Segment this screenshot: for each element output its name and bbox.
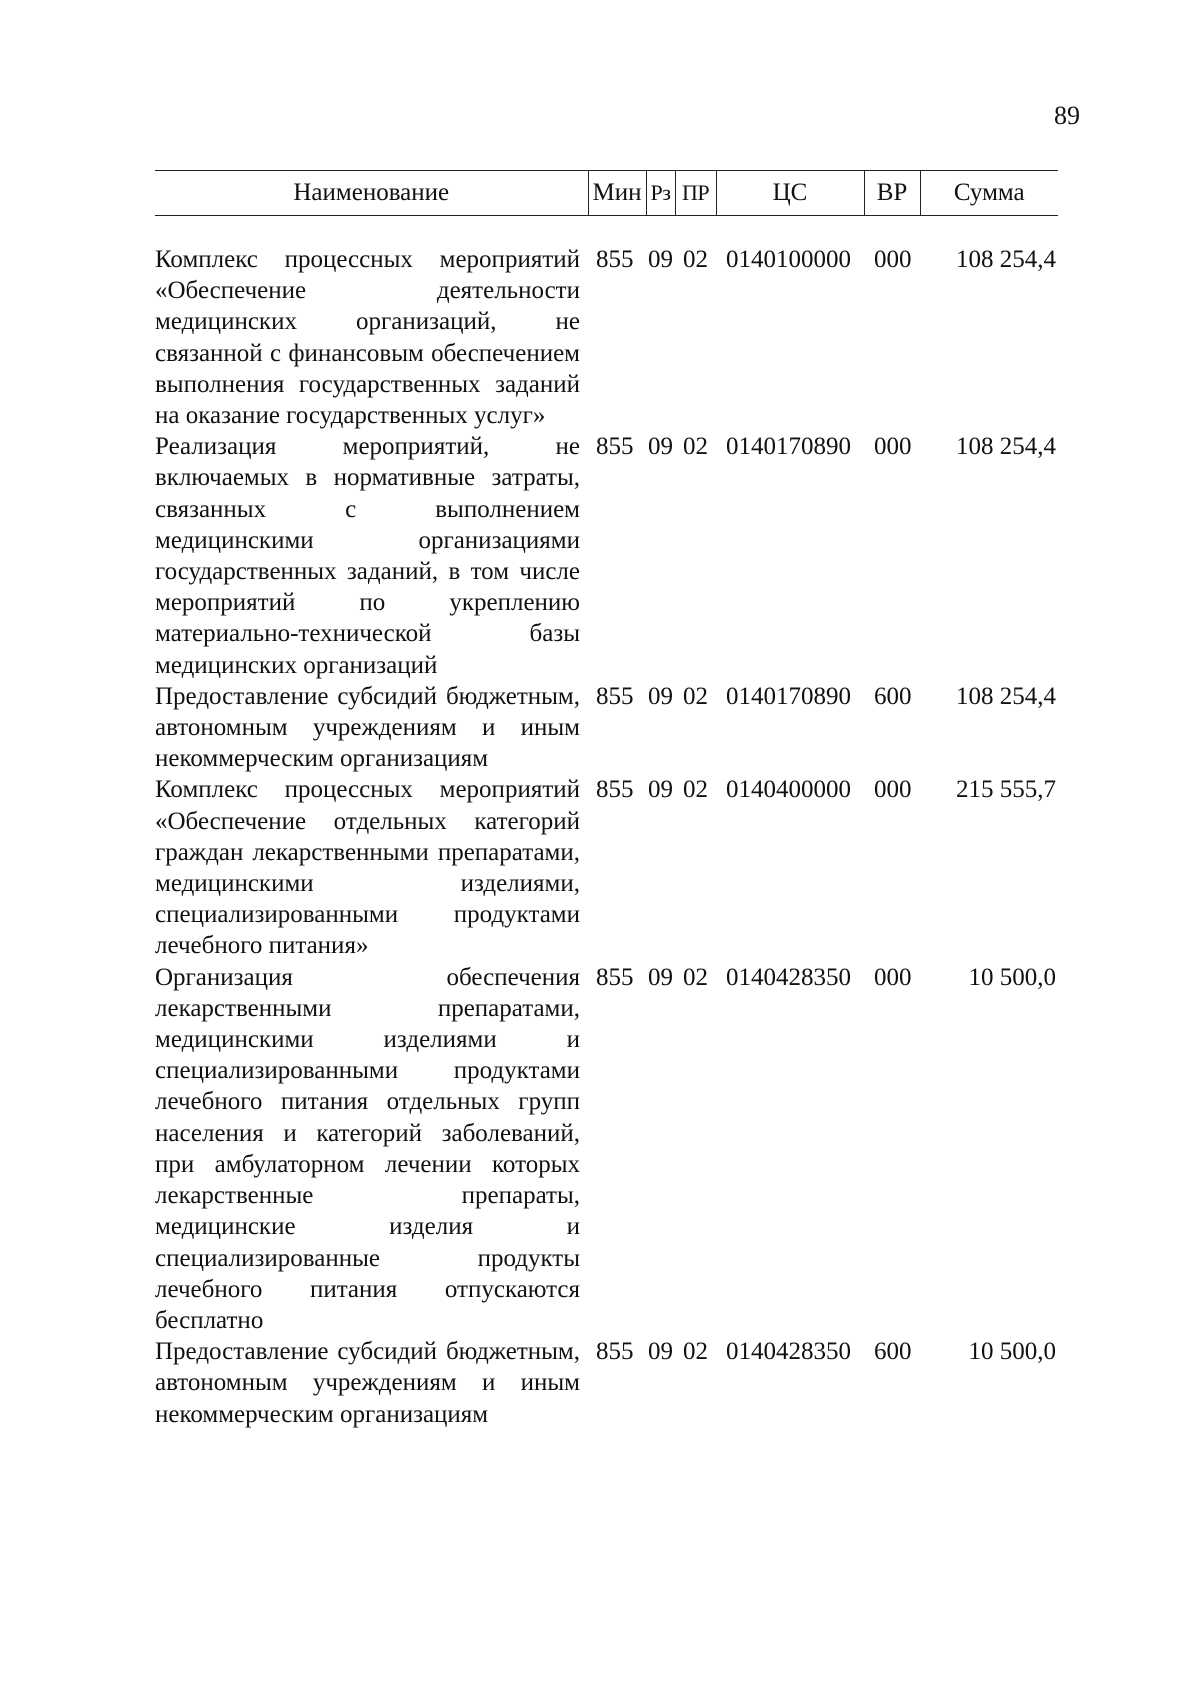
row-pr: 02 [683,682,708,710]
table-row [155,774,1058,961]
header-name: Наименование [155,171,588,216]
row-vr: 600 [874,682,912,710]
row-cs: 0140400000 [726,776,851,804]
row-name: Комплекс процессных мероприятий «Обеспечение деятельности медицинских организаций, не связанной с финансовым обеспечением выполнения государственных заданий на оказание государственных услуг» [155,246,580,430]
row-sum: 108 254,4 [956,246,1056,273]
row-cs: 0140428350 [726,963,851,991]
row-vr: 000 [874,246,912,273]
header-pr: ПР [675,171,716,216]
row-rz: 09 [648,1338,673,1366]
row-name: Реализация мероприятий, не включаемых в нормативные затраты, связанных с выполнением медицинскими организациями государственных заданий, в том числе мероприятий по укреплению материально-технической базы медицинских организаций [155,433,580,679]
row-cs: 0140170890 [726,433,851,461]
row-rz: 09 [648,963,673,991]
table-row [155,1336,1058,1430]
row-rz: 09 [648,682,673,710]
header-sum: Сумма [920,171,1058,216]
row-sum: 108 254,4 [956,682,1056,710]
table-header [155,171,1058,216]
row-vr: 000 [874,433,912,461]
row-sum: 108 254,4 [956,433,1056,461]
row-pr: 02 [683,433,708,461]
row-min: 855 [596,963,634,991]
row-name: Предоставление субсидий бюджетным, автономным учреждениям и иным некоммерческим организациям [155,682,580,773]
row-pr: 02 [683,246,708,273]
row-sum: 10 500,0 [968,1338,1056,1366]
table-row [155,962,1058,1336]
row-cs: 0140170890 [726,682,851,710]
row-pr: 02 [683,1338,708,1366]
budget-table [155,170,1058,1430]
table-row [155,681,1058,775]
row-sum: 10 500,0 [968,963,1056,991]
page-number: 89 [1054,101,1080,130]
row-pr: 02 [683,963,708,991]
row-sum: 215 555,7 [956,776,1056,804]
row-vr: 000 [874,776,912,804]
table-row [155,244,1058,431]
row-name: Комплекс процессных мероприятий «Обеспечение отдельных категорий граждан лекарственными препаратами, медицинскими изделиями, специализированными продуктами лечебного питания» [155,776,580,960]
header-spacer [155,216,1058,245]
row-cs: 0140428350 [726,1338,851,1366]
row-vr: 600 [874,1338,912,1366]
table-body [155,216,1058,1430]
row-pr: 02 [683,776,708,804]
row-cs: 0140100000 [726,246,851,273]
row-rz: 09 [648,776,673,804]
row-name: Предоставление субсидий бюджетным, автономным учреждениям и иным некоммерческим организациям [155,1338,580,1428]
row-rz: 09 [648,433,673,461]
row-min: 855 [596,433,634,461]
header-min: Мин [588,171,646,216]
header-vr: ВР [864,171,920,216]
row-vr: 000 [874,963,912,991]
table-row [155,431,1058,681]
header-row [155,171,1058,216]
row-min: 855 [596,682,634,710]
row-name: Организация обеспечения лекарственными препаратами, медицинскими изделиями и специализированными продуктами лечебного питания отдельных групп населения и категорий заболеваний, при амбулаторном лечении которых лекарственные препараты, медицинские изделия и специализированные продукты лечебного питания отпускаются бесплатно [155,963,580,1334]
row-rz: 09 [648,246,673,273]
header-cs: ЦС [716,171,864,216]
row-min: 855 [596,776,634,804]
row-min: 855 [596,246,634,273]
row-min: 855 [596,1338,634,1366]
header-rz: Рз [646,171,675,216]
